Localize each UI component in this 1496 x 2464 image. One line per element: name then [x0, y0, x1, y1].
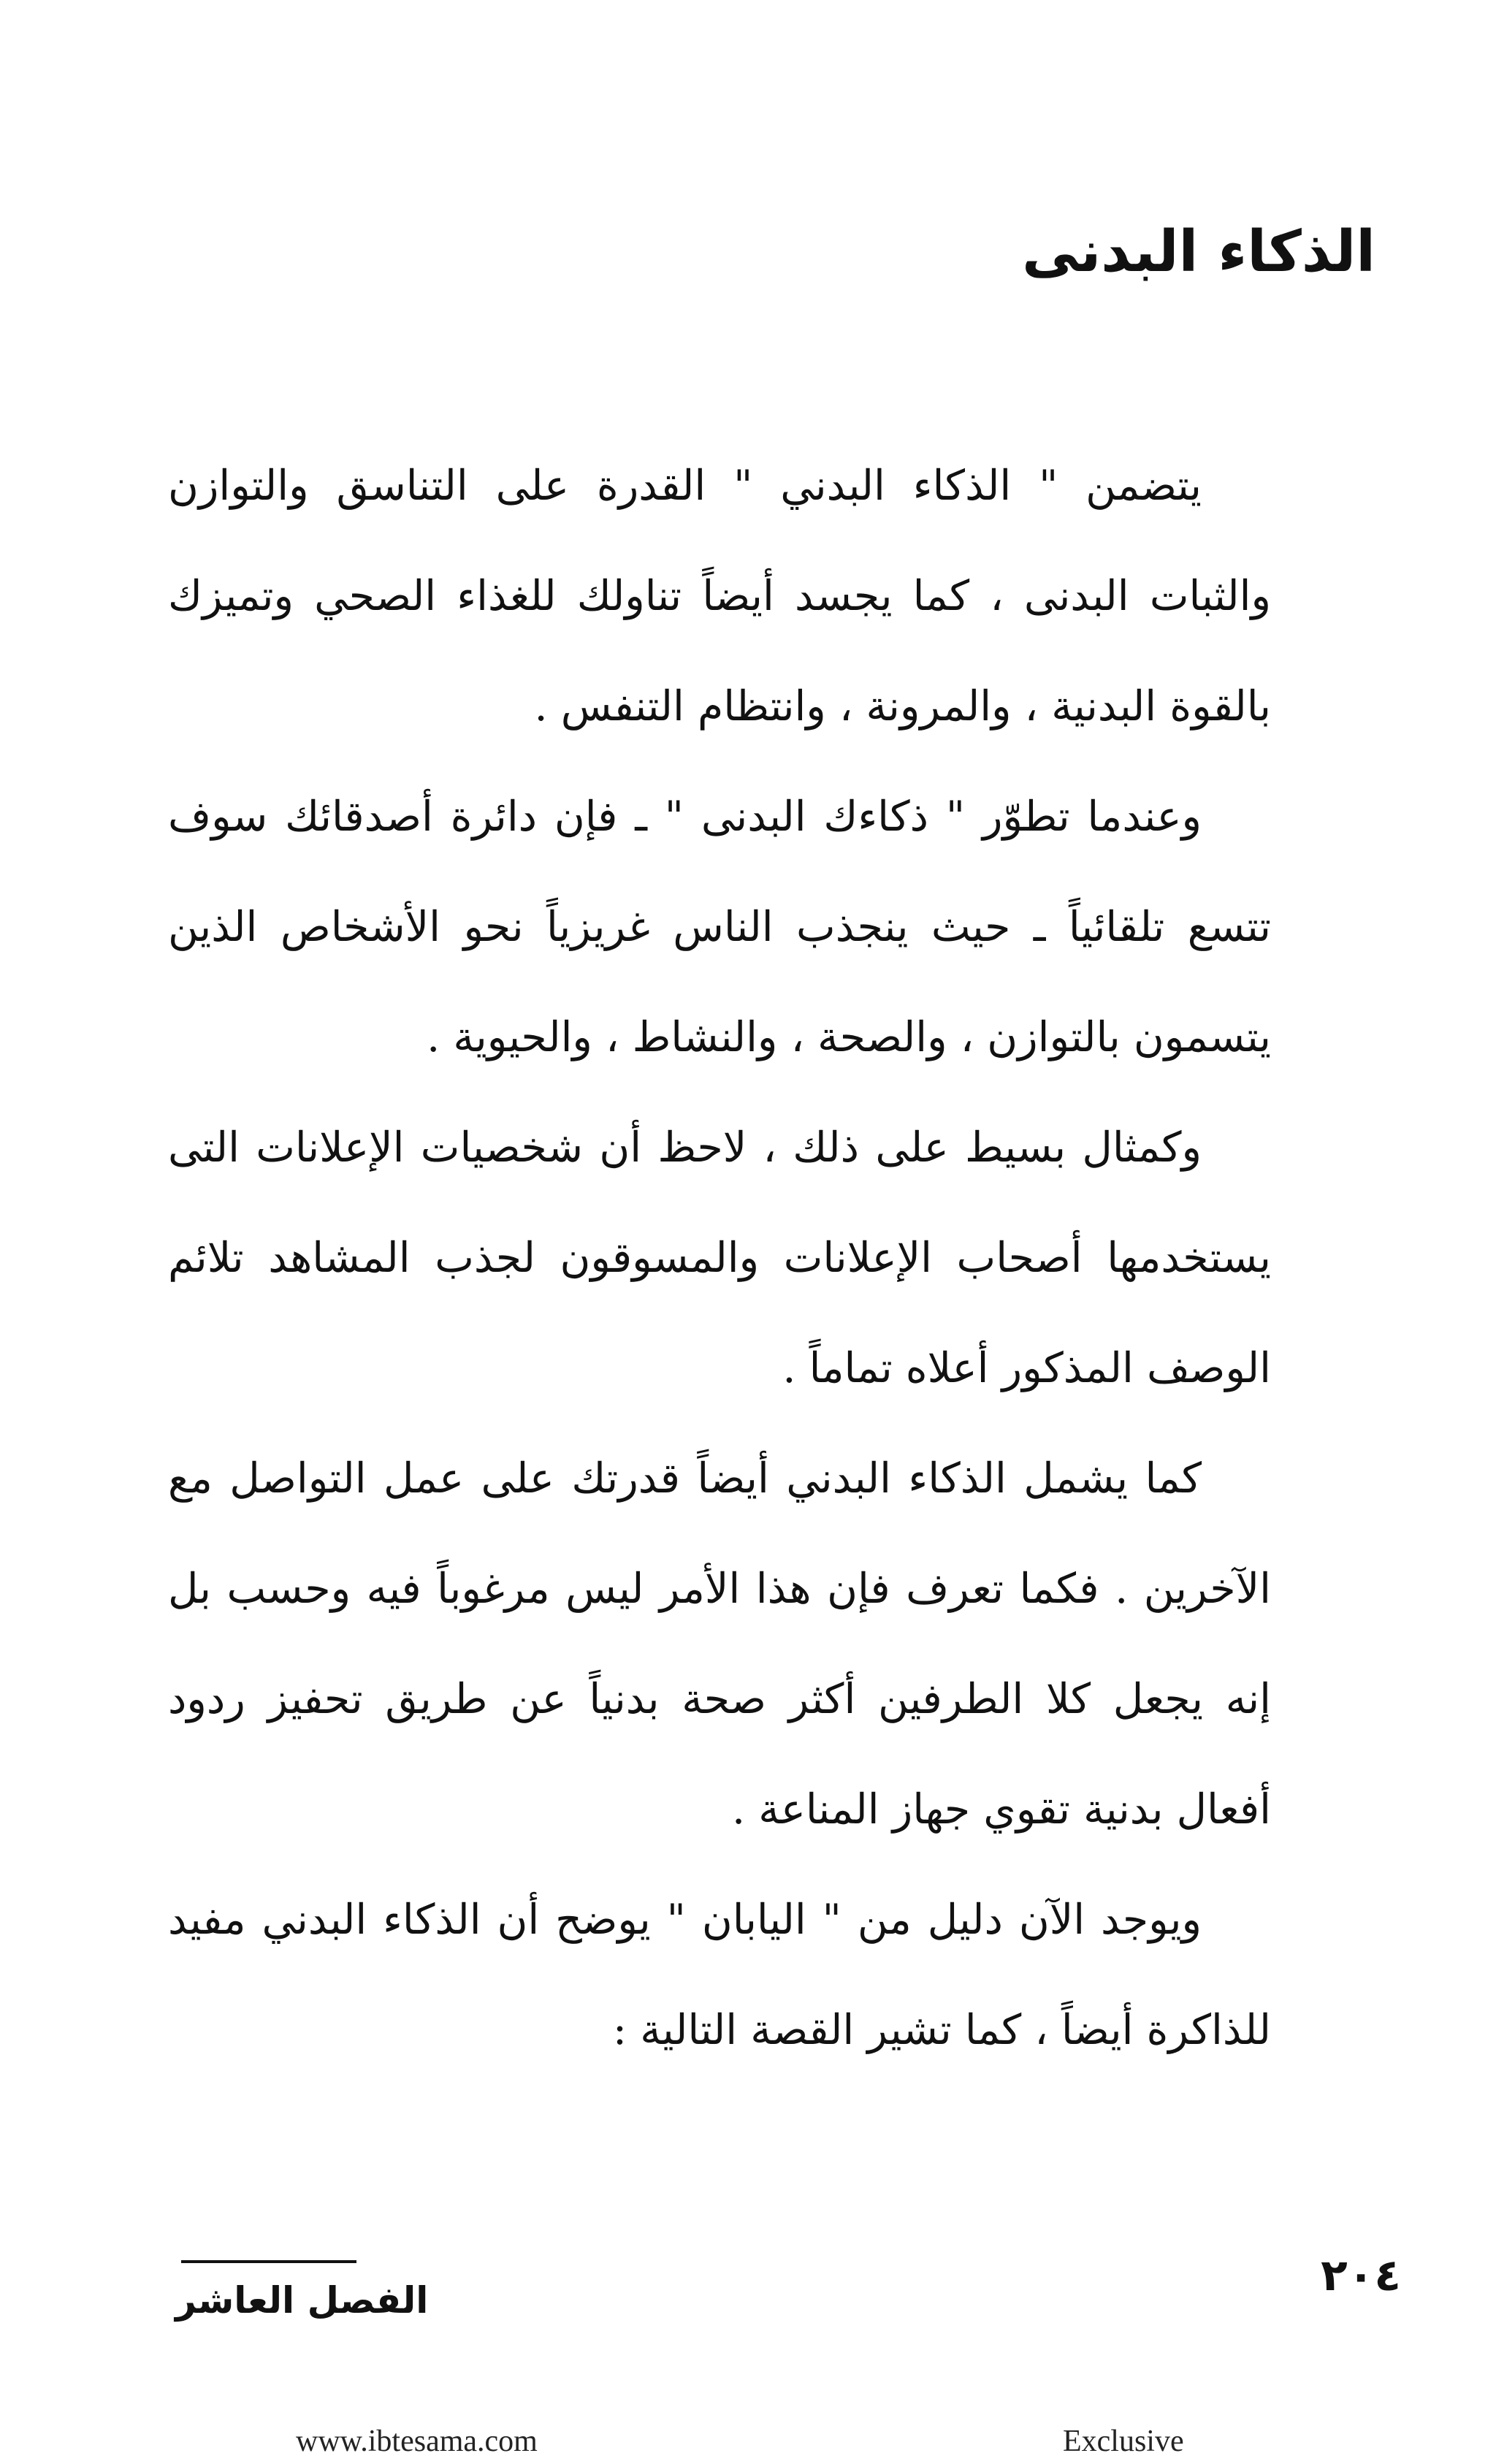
chapter-label: الفصل العاشر	[175, 2279, 429, 2322]
paragraph: وكمثال بسيط على ذلك ، لاحظ أن شخصيات الإعلانات التى يستخدمها أصحاب الإعلانات والمسوقون لجذب المشاهد تلائم الوصف المذكور أعلاه تماماً .	[168, 1124, 1271, 1392]
paragraph: ويوجد الآن دليل من " اليابان " يوضح أن الذكاء البدني مفيد للذاكرة أيضاً ، كما تشير القصة التالية :	[168, 1896, 1271, 2054]
footer-rule	[181, 2260, 356, 2263]
page-title: الذكاء البدنى	[1022, 219, 1375, 285]
paragraph: يتضمن " الذكاء البدني " القدرة على التناسق والتوازن والثبات البدنى ، كما يجسد أيضاً تناولك للغذاء الصحي وتميزك بالقوة البدنية ، والمرونة ، وانتظام التنفس .	[168, 462, 1271, 731]
paragraph: كما يشمل الذكاء البدني أيضاً قدرتك على عمل التواصل مع الآخرين . فكما تعرف فإن هذا الأمر ليس مرغوباً فيه وحسب بل إنه يجعل كلا الطرفين أكثر صحة بدنياً عن طريق تحفيز ردود أفعال بدنية تقوي جهاز المناعة .	[168, 1454, 1271, 1834]
paragraph: وعندما تطوّر " ذكاءك البدنى " ـ فإن دائرة أصدقائك سوف تتسع تلقائياً ـ حيث ينجذب الناس غريزياً نحو الأشخاص الذين يتسمون بالتوازن ، والصحة ، والنشاط ، والحيوية .	[168, 793, 1271, 1061]
watermark-site: www.ibtesama.com	[296, 2425, 538, 2458]
watermark-tag: Exclusive	[1063, 2425, 1184, 2458]
page-number: ٢٠٤	[1321, 2250, 1401, 2301]
body-text	[168, 431, 1271, 2086]
